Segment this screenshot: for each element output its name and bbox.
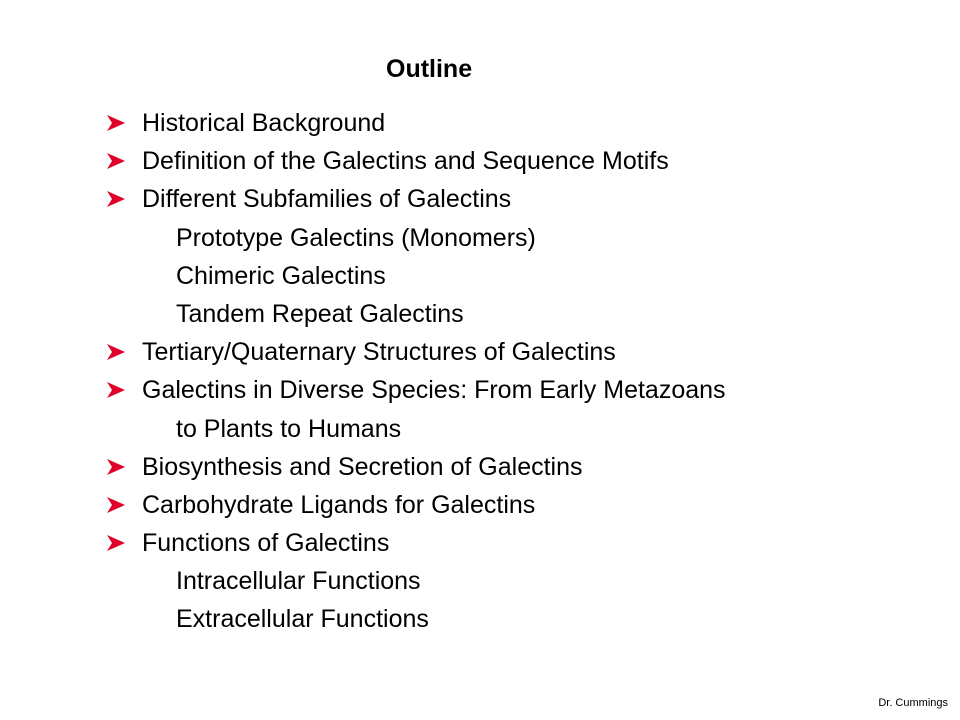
outline-subitem-text: Extracellular Functions (176, 605, 429, 634)
outline-item-text: Historical Background (142, 109, 386, 137)
outline-subitem-text: Prototype Galectins (Monomers) (176, 223, 536, 252)
outline-item-text: Biosynthesis and Secretion of Galectins (142, 452, 583, 481)
outline-subitem-text: Tandem Repeat Galectins (176, 299, 464, 328)
outline-item-text: Different Subfamilies of Galectins (142, 185, 512, 214)
outline-item-text: Functions of Galectins (142, 529, 390, 558)
outline-item-text: Galectins in Diverse Species: From Early Metazoans (142, 376, 726, 405)
author-footer: Dr. Cummings (878, 697, 948, 709)
outline-subitem-text: Chimeric Galectins (176, 261, 386, 290)
outline-item-text: Tertiary/Quaternary Structures of Galectins (142, 338, 616, 367)
outline-item-text: Definition of the Galectins and Sequence Motifs (142, 147, 669, 176)
slide-title: Outline (386, 55, 473, 83)
outline-item-text: Carbohydrate Ligands for Galectins (142, 490, 536, 519)
outline-subitem-text: Intracellular Functions (176, 567, 421, 596)
outline-item-text-continued: to Plants to Humans (176, 414, 402, 443)
